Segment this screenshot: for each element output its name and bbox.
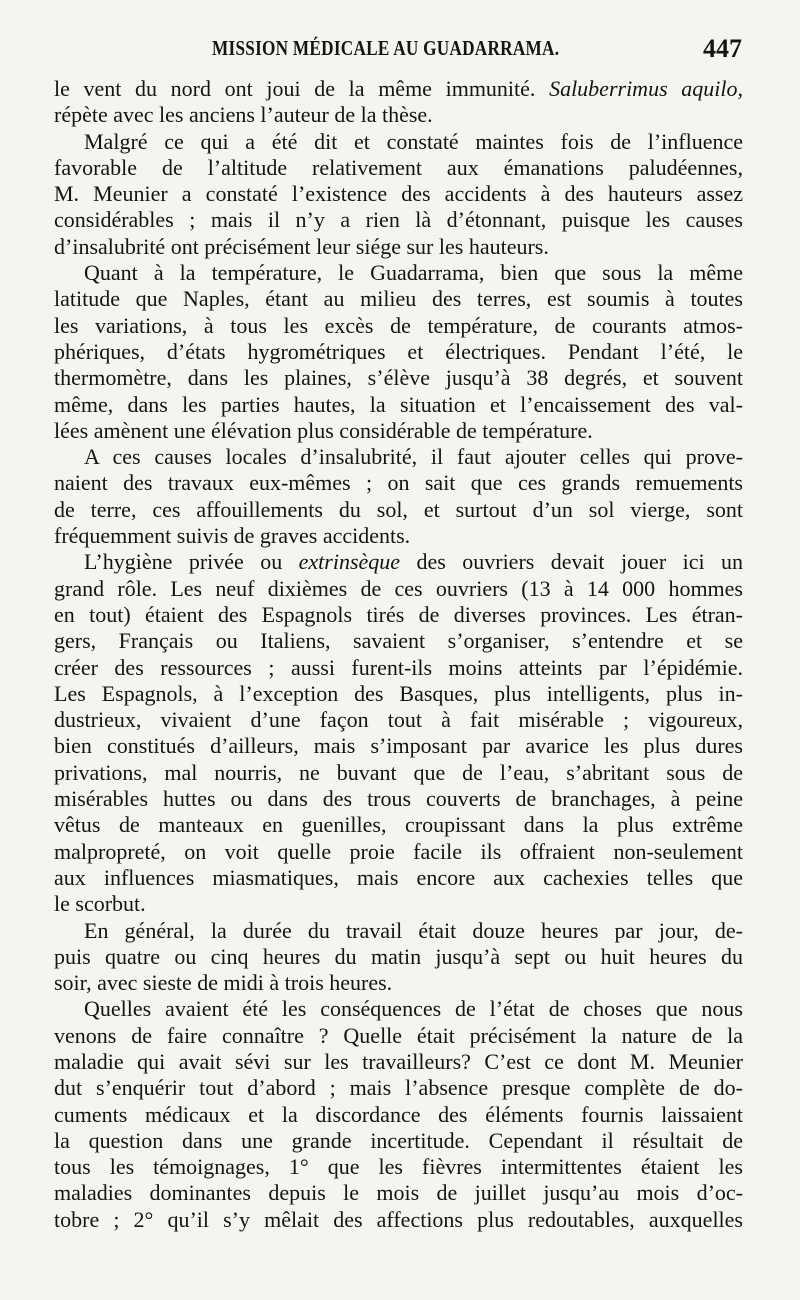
text-line [54,76,743,102]
body-text [54,76,743,1233]
page-header [54,36,742,72]
text-line [54,286,743,312]
running-head: MISSION MÉDICALE AU GUADARRAMA. [212,36,560,60]
text-line [54,602,743,628]
text-line-content: favorable de l’altitude relativement aux émanations paludéennes, [54,154,743,180]
text-line-content: dustrieux, vivaient d’une façon tout à fait misérable ; vigoureux, [54,707,743,733]
text-line [54,681,743,707]
text-line [54,181,743,207]
text-line-content: d’insalubrité ont précisément leur siége sur les hauteurs. [54,233,549,259]
text-line [54,155,743,181]
text-line [54,260,743,286]
text-line-content: les variations, à tous les excès de température, de courants atmos- [54,312,743,338]
text-line [54,733,743,759]
text-line [54,628,743,654]
text-line [54,1023,743,1049]
page-number: 447 [703,34,742,63]
italic-phrase: extrinsèque [298,549,401,575]
text-line [54,1049,743,1075]
text-line-content: fréquemment suivis de graves accidents. [54,523,411,549]
text-line-content: le scorbut. [54,891,146,917]
text-line-content: la question dans une grande incertitude. Cependant il résultait de [54,1127,743,1153]
text-line-content: Quant à la température, le Guadarrama, bien que sous la même [84,260,743,286]
text-line [54,313,743,339]
text-line-content: malpropreté, on voit quelle proie facile ils offraient non-seulement [54,838,743,864]
text-line [54,576,743,602]
text-line [54,865,743,891]
text-line [54,234,743,260]
text-line-content: le vent du nord ont joui de la même immunité. [54,76,550,101]
text-line-content: lées amènent une élévation plus considérable de température. [54,417,593,443]
text-line [54,760,743,786]
text-line-content: tobre ; 2° qu’il s’y mêlait des affections plus redoutables, auxquelles [54,1206,743,1232]
text-line-content: maladie qui avait sévi sur les travailleurs? C’est ce dont M. Meunier [54,1048,743,1074]
text-line-content: latitude que Naples, étant au milieu des terres, est soumis à toutes [54,286,743,312]
text-line [54,129,743,155]
text-line-content: grand rôle. Les neuf dixièmes de ces ouvriers (13 à 14 000 hommes [54,575,743,601]
text-line [54,1207,743,1233]
text-line-content: thermomètre, dans les plaines, s’élève jusqu’à 38 degrés, et souvent [54,365,743,391]
text-line [54,365,743,391]
text-line [54,523,743,549]
text-line-content: phériques, d’états hygrométriques et électriques. Pendant l’été, le [54,338,743,364]
text-line [54,786,743,812]
text-line-content: dut s’enquérir tout d’abord ; mais l’absence presque complète de do- [54,1075,743,1101]
text-line-content: misérables huttes ou dans des trous couverts de branchages, à peine [54,786,743,812]
text-line [54,207,743,233]
text-line [54,549,743,575]
text-line [54,970,743,996]
text-line [54,918,743,944]
text-line-continuation: des ouvriers devait jouer ici un [400,549,743,575]
text-line-content: Quelles avaient été les conséquences de l’état de choses que nous [84,996,743,1022]
text-line-content: aux influences miasmatiques, mais encore aux cachexies telles que [54,864,743,890]
text-line-content: Malgré ce qui a été dit et constaté maintes fois de l’influence [84,128,743,154]
text-line-content: puis quatre ou cinq heures du matin jusqu’à sept ou huit heures du [54,943,743,969]
text-line-content: L’hygiène privée ou [84,549,299,575]
text-line-content: même, dans les parties hautes, la situation et l’encaissement des val- [54,391,743,417]
text-line-content: en tout) étaient des Espagnols tirés de diverses provinces. Les étran- [54,601,743,627]
text-line [54,1128,743,1154]
text-line [54,470,743,496]
text-line-content: A ces causes locales d’insalubrité, il faut ajouter celles qui prove- [84,444,743,470]
text-line [54,1075,743,1101]
text-line [54,839,743,865]
text-line-content: naient des travaux eux-mêmes ; on sait que ces grands remuements [54,470,743,496]
text-line-content: répète avec les anciens l’auteur de la thèse. [54,102,433,128]
text-line-content: créer des ressources ; aussi furent-ils moins atteints par l’épidémie. [54,654,743,680]
text-line-content: maladies dominantes depuis le mois de juillet jusqu’au mois d’oc- [54,1180,743,1206]
text-line-content: tous les témoignages, 1° que les fièvres intermittentes étaient les [54,1154,743,1180]
text-line [54,996,743,1022]
text-line [54,1180,743,1206]
text-line-content: M. Meunier a constaté l’existence des accidents à des hauteurs assez [54,181,743,207]
text-line [54,392,743,418]
text-line [54,707,743,733]
text-line-content: En général, la durée du travail était douze heures par jour, de- [84,917,743,943]
text-line [54,655,743,681]
text-line [54,944,743,970]
text-line-content: bien constitués d’ailleurs, mais s’imposant par avarice les plus dures [54,733,743,759]
text-line-content: gers, Français ou Italiens, savaient s’organiser, s’entendre et se [54,628,743,654]
text-line [54,418,743,444]
text-line-content: Les Espagnols, à l’exception des Basques, plus intelligents, plus in- [54,680,743,706]
text-line-content: de terre, ces affouillements du sol, et surtout d’un sol vierge, sont [54,496,743,522]
text-line [54,1102,743,1128]
text-line [54,1154,743,1180]
italic-phrase: Saluberrimus aquilo, [549,76,743,101]
text-line-content: venons de faire connaître ? Quelle était précisément la nature de la [54,1022,743,1048]
text-line [54,102,743,128]
text-line [54,444,743,470]
text-line [54,339,743,365]
text-line-content: considérables ; mais il n’y a rien là d’étonnant, puisque les causes [54,207,743,233]
text-line-content: privations, mal nourris, ne buvant que de l’eau, s’abritant sous de [54,759,743,785]
text-line [54,497,743,523]
text-line-content: cuments médicaux et la discordance des éléments fournis laissaient [54,1101,743,1127]
text-line [54,891,743,917]
text-line-content: soir, avec sieste de midi à trois heures. [54,970,393,996]
text-line [54,812,743,838]
text-line-content: vêtus de manteaux en guenilles, croupissant dans la plus extrême [54,812,743,838]
